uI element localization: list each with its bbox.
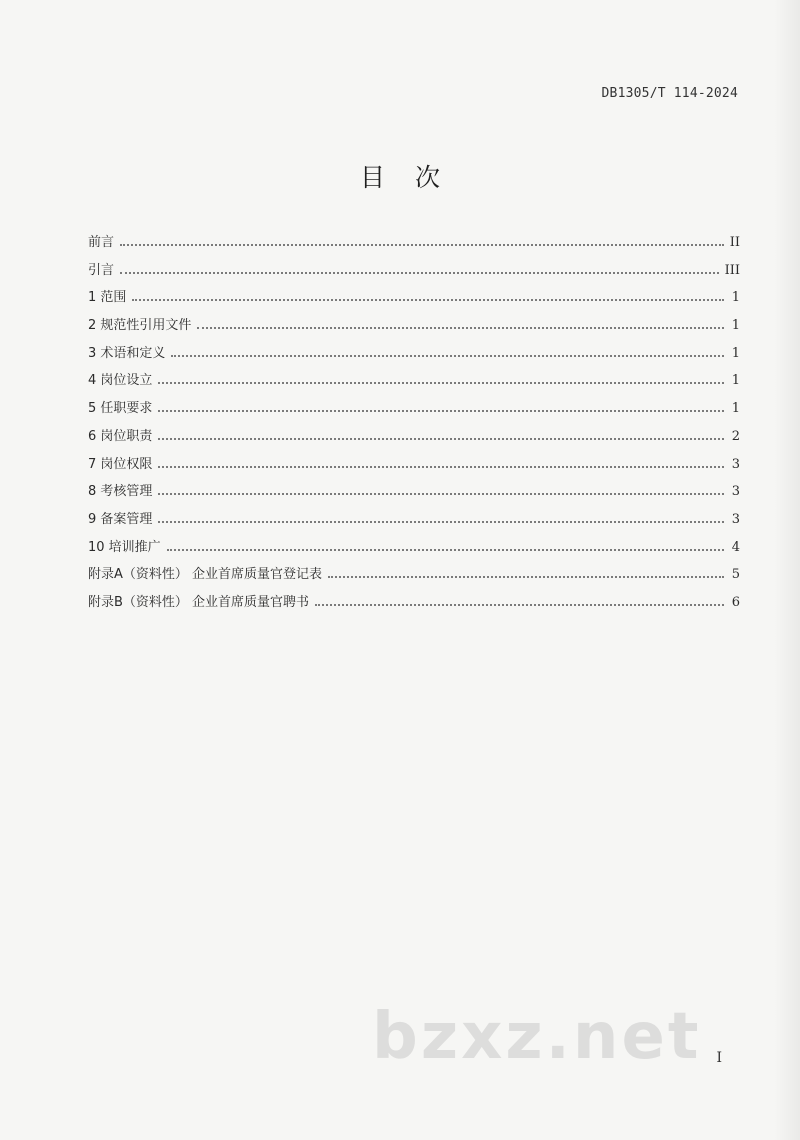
toc-entry[interactable] (88, 314, 740, 342)
toc-leader-dots (315, 603, 724, 606)
toc-entry-label: 附录A（资料性） 企业首席质量官登记表 (88, 567, 323, 583)
toc-entry-page: 3 (731, 511, 740, 527)
toc-entry-page: 3 (731, 484, 740, 500)
toc-entry-page: 1 (731, 345, 740, 361)
toc-entry-label: 6 岗位职责 (88, 428, 153, 444)
toc-leader-dots (120, 271, 719, 274)
toc-entry-page: 1 (731, 373, 740, 389)
toc-entry-label: 7 岗位权限 (88, 456, 153, 472)
toc-entry[interactable] (88, 286, 740, 314)
toc-entry-label: 5 任职要求 (88, 401, 153, 417)
toc-entry-label: 1 范围 (88, 290, 127, 306)
toc-entry[interactable] (88, 563, 740, 591)
toc-entry[interactable] (88, 259, 740, 287)
toc-leader-dots (171, 354, 724, 357)
toc-leader-dots (158, 465, 724, 468)
toc-entry-page: 1 (731, 290, 740, 306)
toc-entry[interactable] (88, 231, 740, 259)
toc-leader-dots (158, 492, 724, 495)
toc-entry-page: II (729, 235, 740, 250)
toc-entry[interactable] (88, 480, 740, 508)
toc-entry[interactable] (88, 591, 740, 619)
toc-entry[interactable] (88, 536, 740, 564)
toc-entry-label: 4 岗位设立 (88, 373, 153, 389)
toc-entry-page: 6 (731, 594, 740, 610)
toc-entry-page: 3 (731, 456, 740, 472)
toc-leader-dots (158, 381, 724, 384)
watermark-text: bzxz.net (372, 1000, 702, 1074)
toc-entry[interactable] (88, 342, 740, 370)
toc-entry-page: 1 (731, 401, 740, 417)
toc-entry-page: 1 (731, 318, 740, 334)
toc-entry[interactable] (88, 369, 740, 397)
toc-entry[interactable] (88, 508, 740, 536)
document-code: DB1305/T 114-2024 (601, 86, 738, 101)
toc-entry-page: III (724, 262, 740, 278)
toc-entry[interactable] (88, 397, 740, 425)
table-of-contents (88, 231, 740, 619)
toc-entry-label: 9 备案管理 (88, 511, 153, 527)
toc-entry[interactable] (88, 453, 740, 481)
toc-entry-label: 2 规范性引用文件 (88, 318, 192, 334)
toc-leader-dots (328, 575, 724, 578)
toc-entry[interactable] (88, 425, 740, 453)
toc-entry-label: 3 术语和定义 (88, 345, 166, 361)
toc-leader-dots (158, 520, 724, 523)
toc-leader-dots (197, 326, 724, 329)
toc-entry-label: 前言 (88, 235, 115, 250)
toc-entry-page: 5 (731, 567, 740, 583)
toc-leader-dots (158, 437, 724, 440)
toc-entry-label: 引言 (88, 262, 115, 278)
toc-title: 目次 (359, 163, 470, 192)
toc-leader-dots (158, 409, 724, 412)
toc-leader-dots (132, 298, 724, 301)
toc-entry-label: 10 培训推广 (88, 539, 161, 555)
toc-leader-dots (167, 548, 724, 551)
toc-entry-page: 4 (731, 539, 740, 555)
toc-entry-label: 8 考核管理 (88, 484, 153, 500)
toc-entry-label: 附录B（资料性） 企业首席质量官聘书 (88, 594, 310, 610)
page-number: I (716, 1050, 722, 1066)
toc-entry-page: 2 (731, 428, 740, 444)
toc-leader-dots (120, 243, 724, 246)
